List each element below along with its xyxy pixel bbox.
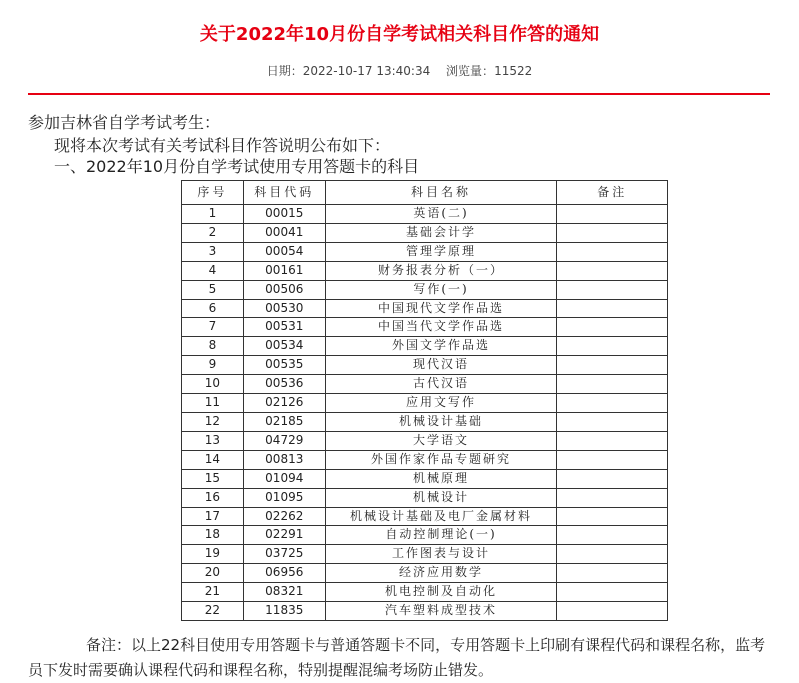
cell-code: 04729 xyxy=(243,431,325,450)
cell-remark xyxy=(557,242,668,261)
cell-index: 16 xyxy=(182,488,244,507)
cell-index: 3 xyxy=(182,242,244,261)
cell-remark xyxy=(557,602,668,621)
cell-remark xyxy=(557,375,668,394)
cell-name: 机械设计基础及电厂金属材料 xyxy=(325,507,557,526)
cell-remark xyxy=(557,318,668,337)
cell-name: 外国文学作品选 xyxy=(325,337,557,356)
cell-name: 大学语文 xyxy=(325,431,557,450)
cell-code: 01095 xyxy=(243,488,325,507)
table-row xyxy=(182,412,668,431)
cell-name: 财务报表分析（一） xyxy=(325,261,557,280)
cell-index: 19 xyxy=(182,545,244,564)
table-row xyxy=(182,564,668,583)
cell-remark xyxy=(557,431,668,450)
table-row xyxy=(182,450,668,469)
date-value: 2022-10-17 13:40:34 xyxy=(302,64,431,78)
cell-code: 11835 xyxy=(243,602,325,621)
cell-name: 写作(一) xyxy=(325,280,557,299)
table-row xyxy=(182,507,668,526)
cell-remark xyxy=(557,205,668,224)
cell-code: 00161 xyxy=(243,261,325,280)
publish-date xyxy=(267,64,430,78)
cell-name: 中国当代文学作品选 xyxy=(325,318,557,337)
cell-index: 7 xyxy=(182,318,244,337)
table-row xyxy=(182,469,668,488)
cell-index: 6 xyxy=(182,299,244,318)
cell-index: 13 xyxy=(182,431,244,450)
views-value: 11522 xyxy=(494,64,533,78)
table-row xyxy=(182,431,668,450)
cell-name: 应用文写作 xyxy=(325,394,557,413)
table-row xyxy=(182,545,668,564)
views-label: 浏览量： xyxy=(446,64,495,78)
cell-code: 01094 xyxy=(243,469,325,488)
cell-remark xyxy=(557,564,668,583)
cell-index: 1 xyxy=(182,205,244,224)
cell-remark xyxy=(557,412,668,431)
cell-name: 汽车塑料成型技术 xyxy=(325,602,557,621)
cell-code: 00813 xyxy=(243,450,325,469)
greeting: 参加吉林省自学考试考生： xyxy=(28,113,221,132)
cell-name: 机械设计 xyxy=(325,488,557,507)
cell-index: 5 xyxy=(182,280,244,299)
header-remark: 备注 xyxy=(557,181,668,205)
cell-name: 经济应用数学 xyxy=(325,564,557,583)
page-title: 关于2022年10月份自学考试相关科目作答的通知 xyxy=(199,24,600,45)
cell-code: 00015 xyxy=(243,205,325,224)
cell-code: 00530 xyxy=(243,299,325,318)
header-name: 科目名称 xyxy=(325,181,557,205)
cell-code: 00534 xyxy=(243,337,325,356)
cell-remark xyxy=(557,488,668,507)
header-index: 序号 xyxy=(182,181,244,205)
cell-index: 22 xyxy=(182,602,244,621)
table-row xyxy=(182,337,668,356)
table-header-row xyxy=(182,181,668,205)
cell-remark xyxy=(557,356,668,375)
cell-code: 08321 xyxy=(243,583,325,602)
cell-remark xyxy=(557,337,668,356)
cell-code: 02291 xyxy=(243,526,325,545)
cell-name: 机电控制及自动化 xyxy=(325,583,557,602)
cell-remark xyxy=(557,545,668,564)
cell-index: 9 xyxy=(182,356,244,375)
cell-remark xyxy=(557,507,668,526)
table-row xyxy=(182,488,668,507)
table-row xyxy=(182,223,668,242)
table-row xyxy=(182,280,668,299)
cell-index: 14 xyxy=(182,450,244,469)
cell-remark xyxy=(557,469,668,488)
cell-index: 18 xyxy=(182,526,244,545)
cell-remark xyxy=(557,299,668,318)
cell-code: 02262 xyxy=(243,507,325,526)
cell-code: 02126 xyxy=(243,394,325,413)
cell-index: 4 xyxy=(182,261,244,280)
cell-index: 20 xyxy=(182,564,244,583)
cell-code: 03725 xyxy=(243,545,325,564)
cell-index: 12 xyxy=(182,412,244,431)
cell-index: 8 xyxy=(182,337,244,356)
cell-name: 机械设计基础 xyxy=(325,412,557,431)
cell-remark xyxy=(557,450,668,469)
table-row xyxy=(182,205,668,224)
cell-remark xyxy=(557,526,668,545)
table-row xyxy=(182,356,668,375)
cell-code: 00535 xyxy=(243,356,325,375)
cell-name: 工作图表与设计 xyxy=(325,545,557,564)
cell-name: 基础会计学 xyxy=(325,223,557,242)
cell-name: 英语(二) xyxy=(325,205,557,224)
cell-name: 古代汉语 xyxy=(325,375,557,394)
date-label: 日期： xyxy=(266,64,303,78)
cell-code: 00536 xyxy=(243,375,325,394)
table-row xyxy=(182,602,668,621)
cell-name: 机械原理 xyxy=(325,469,557,488)
cell-name: 外国作家作品专题研究 xyxy=(325,450,557,469)
cell-index: 17 xyxy=(182,507,244,526)
article-meta xyxy=(0,62,799,79)
cell-code: 00054 xyxy=(243,242,325,261)
cell-code: 02185 xyxy=(243,412,325,431)
table-row xyxy=(182,299,668,318)
cell-code: 00041 xyxy=(243,223,325,242)
intro-paragraph: 现将本次考试有关考试科目作答说明公布如下： xyxy=(54,136,391,155)
cell-remark xyxy=(557,261,668,280)
cell-index: 15 xyxy=(182,469,244,488)
table-row xyxy=(182,375,668,394)
cell-remark xyxy=(557,394,668,413)
cell-name: 现代汉语 xyxy=(325,356,557,375)
cell-index: 11 xyxy=(182,394,244,413)
table-row xyxy=(182,394,668,413)
cell-name: 自动控制理论(一) xyxy=(325,526,557,545)
subjects-table xyxy=(181,180,668,621)
cell-remark xyxy=(557,583,668,602)
table-row xyxy=(182,261,668,280)
cell-index: 10 xyxy=(182,375,244,394)
header-code: 科目代码 xyxy=(243,181,325,205)
table-row xyxy=(182,242,668,261)
table-row xyxy=(182,318,668,337)
cell-name: 中国现代文学作品选 xyxy=(325,299,557,318)
cell-remark xyxy=(557,280,668,299)
table-row xyxy=(182,583,668,602)
cell-index: 21 xyxy=(182,583,244,602)
cell-index: 2 xyxy=(182,223,244,242)
cell-code: 00531 xyxy=(243,318,325,337)
view-count xyxy=(446,64,532,78)
section-heading: 一、2022年10月份自学考试使用专用答题卡的科目 xyxy=(54,157,420,176)
title-divider xyxy=(28,93,770,95)
cell-name: 管理学原理 xyxy=(325,242,557,261)
table-row xyxy=(182,526,668,545)
note-paragraph: 备注：以上22科目使用专用答题卡与普通答题卡不同，专用答题卡上印刷有课程代码和课程名称，监考员下发时需要确认课程代码和课程名称，特别提醒混编考场防止错发。 xyxy=(28,636,766,679)
cell-remark xyxy=(557,223,668,242)
cell-code: 06956 xyxy=(243,564,325,583)
cell-code: 00506 xyxy=(243,280,325,299)
